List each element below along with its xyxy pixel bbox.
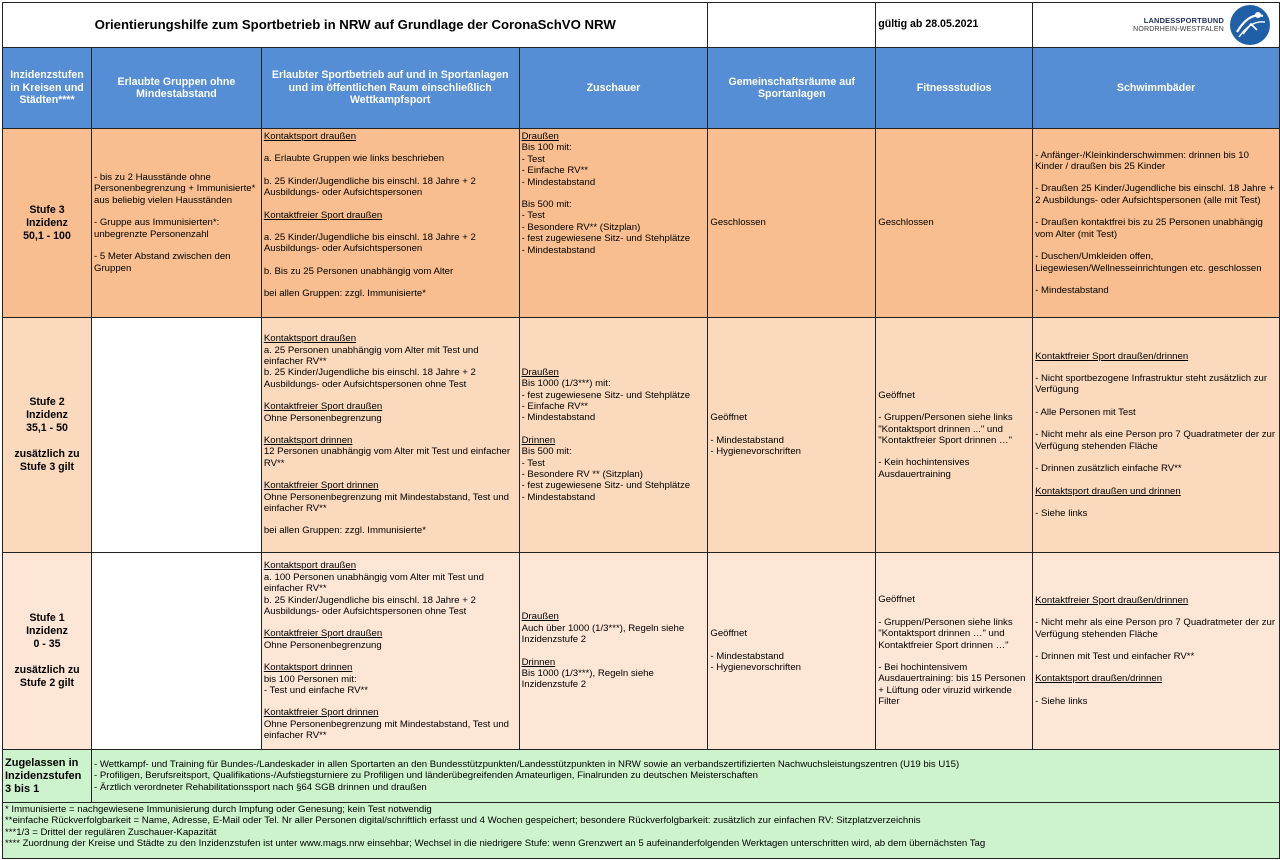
text-line: - Einfache RV** — [521, 400, 589, 412]
section-heading: Kontaktsport draußen/drinnen — [1035, 673, 1163, 685]
section-heading: Drinnen — [521, 434, 556, 446]
text-line: - Hygienevorschriften — [710, 662, 802, 674]
section-heading: Kontaktsport draußen — [263, 131, 357, 142]
spacer — [878, 446, 1030, 457]
section-heading: Kontaktsport drinnen — [263, 435, 353, 446]
zugelassen-items — [91, 750, 1279, 803]
groups-cell — [91, 553, 261, 750]
text-line: Bis 100 mit: — [521, 142, 572, 154]
page-title: Orientierungshilfe zum Sportbetrieb in NRW auf Grundlage der CoronaSchVO NRW — [3, 3, 708, 48]
col-header-schwimm: Schwimmbäder — [1033, 48, 1280, 129]
text-line: - bis zu 2 Hausstände ohne Personenbegrenzung + Immunisierte* aus beliebig vielen Hausständen — [93, 172, 256, 206]
text-line: - Draußen 25 Kinder/Jugendliche bis einschl. 18 Jahre + 2 Ausbildungs- oder Aufsichtspersonen (alle mit Test) — [1035, 183, 1275, 206]
text-line: - Bei hochintensivem Ausdauertraining: bis 15 Personen + Lüftung oder viruzid wirkende Filter — [878, 662, 1026, 708]
text-line: - Mindestabstand — [521, 176, 596, 188]
spacer — [264, 514, 517, 525]
row-stufe-3 — [3, 129, 1280, 318]
groups-cell — [91, 129, 261, 318]
section-heading: Draußen — [521, 131, 559, 142]
sport-cell — [261, 553, 519, 750]
text-line: Geöffnet — [710, 628, 747, 640]
text-line: - Gruppe aus Immunisierten*: unbegrenzte Personenzahl — [93, 217, 220, 240]
section-heading: Kontaktfreier Sport draußen/drinnen — [1035, 594, 1189, 606]
text-line: - Alle Personen mit Test — [1035, 406, 1136, 418]
text-line: Stufe 2 — [29, 396, 65, 408]
text-line: - Mindestabstand — [521, 244, 596, 256]
spacer — [522, 646, 706, 657]
stage-cell — [3, 318, 92, 553]
text-line: - Hygienevorschriften — [710, 446, 802, 458]
text-line: - Draußen kontaktfrei bis zu 25 Personen unabhängig vom Alter (mit Test) — [1035, 217, 1263, 240]
spacer — [710, 424, 873, 435]
text-line: - Mindestabstand — [521, 491, 596, 503]
footnotes — [3, 803, 1280, 859]
text-line: - Mindestabstand — [710, 650, 784, 662]
text-line: - Profiligen, Berufsreitsport, Qualifikations-/Aufstiegsturniere zu Profiligen und länderübegreifenden Amateurligen, Finalrunden zu deutschen Meisterschaften — [93, 770, 758, 782]
logo-line1: LANDESSPORTBUND — [1143, 15, 1224, 25]
text-line: Inzidenz — [26, 409, 68, 421]
text-line: - Wettkampf- und Training für Bundes-/Landeskader in allen Sportarten an den Bundesstützpunkten/Landesstützpunkten in NRW sowie an verbandszertifizierten Nachwuchsleistungszentren (U19 bis U15) — [93, 758, 960, 770]
footnote-row — [3, 803, 1280, 859]
text-line: - Kein hochintensives Ausdauertraining — [878, 457, 970, 480]
col-header-groups: Erlaubte Gruppen ohne Mindestabstand — [91, 48, 261, 129]
text-line: bei allen Gruppen: zzgl. Immunisierte* — [263, 288, 426, 300]
stage-cell — [3, 129, 92, 318]
logo-text — [1133, 17, 1224, 34]
section-heading: Kontaktsport draußen — [263, 333, 357, 345]
text-line: - Mindestabstand — [521, 412, 596, 424]
text-line: - Siehe links — [1035, 695, 1088, 707]
text-line: - Besondere RV** (Sitzplan) — [521, 221, 641, 233]
text-line: Ohne Personenbegrenzung — [263, 412, 382, 424]
text-line: Bis 1000 (1/3***), Regeln siehe Inzidenzstufe 2 — [521, 667, 654, 691]
text-line: Ohne Personenbegrenzung — [263, 639, 382, 651]
sport-rules-table — [2, 2, 1280, 859]
spacer — [1035, 418, 1277, 429]
title-spacer — [708, 3, 876, 48]
zugelassen-row — [3, 750, 1280, 803]
text-line: - Drinnen mit Test und einfacher RV** — [1035, 651, 1195, 662]
section-heading: Kontaktsport draußen und drinnen — [1035, 485, 1181, 497]
text-line: - Mindestabstand — [1035, 284, 1109, 296]
col-header-fitness: Fitnessstudios — [876, 48, 1033, 129]
spacer — [1035, 662, 1277, 673]
fitness-cell — [876, 318, 1033, 553]
section-heading: Draußen — [521, 366, 559, 378]
text-line: - Duschen/Umkleiden offen, Liegewiesen/Wellnesseinrichtungen etc. geschlossen — [1035, 251, 1262, 274]
text-line: - Test — [521, 210, 545, 222]
text-line: 35,1 - 50 — [26, 422, 68, 434]
spacer — [1035, 240, 1277, 251]
spacer — [878, 651, 1030, 662]
col-header-sport: Erlaubter Sportbetrieb auf und in Sportanlagen und im öffentlichen Raum einschließlich Wettkampfsport — [261, 48, 519, 129]
spacer — [264, 165, 517, 176]
text-line: - Test — [521, 457, 545, 469]
spacer — [710, 640, 873, 651]
spacer — [264, 424, 517, 435]
sport-cell — [261, 318, 519, 553]
section-heading: Kontaktfreier Sport drinnen — [263, 707, 379, 719]
spacer — [1035, 362, 1277, 373]
text-line: - Test und einfache RV** — [263, 685, 369, 697]
text-line: - fest zugewiesene Sitz- und Stehplätze — [521, 389, 691, 401]
schwimm-cell — [1033, 129, 1280, 318]
text-line: Inzidenz — [26, 216, 68, 229]
text-line: - Einfache RV** — [521, 165, 589, 177]
row-stufe-1 — [3, 553, 1280, 750]
spacer — [1035, 452, 1277, 463]
text-line: a. 25 Kinder/Jugendliche bis einschl. 18 Jahre + 2 Ausbildungs- oder Aufsichtspersonen — [263, 232, 476, 255]
text-line: **** Zuordnung der Kreise und Städte zu den Inzidenzstufen ist unter www.mags.nrw einsehbar; Wechsel in die niedrigere Stufe: wenn Grenzwert an 5 aufeinanderfolgenden Werktagen unterschritten wird, ab dem übernächsten Tag — [5, 838, 986, 850]
spacer — [264, 142, 517, 153]
gemeinschaft-cell — [708, 129, 876, 318]
zuschauer-cell — [519, 553, 708, 750]
section-heading: Kontaktfreier Sport drinnen — [263, 480, 379, 492]
text-line: ***1/3 = Drittel der regulären Zuschauer-Kapazität — [5, 826, 217, 838]
zugelassen-label: Zugelassen in Inzidenzstufen 3 bis 1 — [3, 750, 92, 803]
text-line: - Nicht sportbezogene Infrastruktur steht zusätzlich zur Verfügung — [1035, 373, 1268, 396]
spacer — [264, 651, 517, 662]
zuschauer-cell — [519, 318, 708, 553]
text-line: Stufe 3 — [29, 203, 65, 216]
section-heading: Kontaktfreier Sport draußen — [263, 209, 383, 221]
text-line: bei allen Gruppen: zzgl. Immunisierte* — [263, 525, 426, 537]
spacer — [1035, 206, 1277, 217]
text-line: Ohne Personenbegrenzung mit Mindestabstand, Test und einfacher RV** — [263, 491, 509, 515]
text-line: zusätzlich zu — [14, 448, 80, 460]
spacer — [264, 390, 517, 401]
title-row — [3, 3, 1280, 48]
text-line: Stufe 1 — [29, 612, 65, 624]
text-line: Stufe 2 gilt — [19, 677, 75, 689]
text-line: zusätzlich zu — [14, 664, 80, 676]
text-line: Geschlossen — [710, 217, 766, 229]
text-line: - Drinnen zusätzlich einfache RV** — [1035, 463, 1182, 475]
text-line: - Ärztlich verordneter Rehabilitationssport nach §64 SGB drinnen und draußen — [93, 781, 427, 793]
text-line — [5, 435, 89, 448]
section-heading: Kontaktsport drinnen — [263, 662, 353, 674]
fitness-cell — [876, 553, 1033, 750]
text-line: - Nicht mehr als eine Person pro 7 Quadratmeter der zur Verfügung stehenden Fläche — [1035, 429, 1276, 452]
text-line: 12 Personen unabhängig vom Alter mit Test und einfacher RV** — [263, 446, 511, 469]
stage-cell — [3, 553, 92, 750]
text-line: Bis 1000 (1/3***) mit: — [521, 378, 611, 390]
column-header-row — [3, 48, 1280, 129]
text-line: Stufe 3 gilt — [19, 461, 75, 473]
text-line: Auch über 1000 (1/3***), Regeln siehe Inzidenzstufe 2 — [521, 622, 685, 646]
spacer — [1035, 497, 1277, 508]
schwimm-cell — [1033, 553, 1280, 750]
spacer — [1035, 606, 1277, 617]
row-stufe-2 — [3, 318, 1280, 553]
text-line: b. Bis zu 25 Personen unabhängig vom Alter — [263, 265, 454, 277]
spacer — [264, 469, 517, 480]
spacer — [1035, 475, 1277, 486]
spacer — [1035, 685, 1277, 696]
text-line: * Immunisierte = nachgewiesene Immunisierung durch Impfung oder Genesung; kein Test notwendig — [5, 804, 432, 815]
logo-cell — [1033, 3, 1280, 48]
text-line: Geöffnet — [878, 389, 915, 401]
text-line: b. 25 Kinder/Jugendliche bis einschl. 18 Jahre + 2 Ausbildungs- oder Aufsichtspersonen ohne Test — [263, 367, 476, 390]
text-line: b. 25 Kinder/Jugendliche bis einschl. 18 Jahre + 2 Ausbildungs- oder Aufsichtspersonen ohne Test — [263, 594, 476, 617]
spacer — [264, 277, 517, 288]
text-line: - fest zugewiesene Sitz- und Stehplätze — [521, 233, 691, 245]
text-line: - Gruppen/Personen siehe links "Kontaktsport drinnen ..." und "Kontaktfreier Sport drinnen …" — [878, 412, 1013, 446]
spacer — [522, 424, 706, 435]
text-line: a. Erlaubte Gruppen wie links beschrieben — [263, 153, 445, 165]
spacer — [264, 199, 517, 210]
valid-date: gültig ab 28.05.2021 — [876, 3, 1033, 48]
text-line: - Nicht mehr als eine Person pro 7 Quadratmeter der zur Verfügung stehenden Fläche — [1035, 617, 1276, 640]
text-line: Inzidenz — [26, 625, 68, 637]
text-line: 0 - 35 — [33, 638, 61, 650]
spacer — [94, 206, 259, 217]
col-header-zuschauer: Zuschauer — [519, 48, 708, 129]
col-header-inzidenz: Inzidenzstufen in Kreisen und Städten**** — [3, 48, 92, 129]
gemeinschaft-cell — [708, 318, 876, 553]
spacer — [878, 606, 1030, 617]
text-line: bis 100 Personen mit: — [263, 673, 357, 685]
text-line: Geöffnet — [878, 594, 915, 606]
sport-cell — [261, 129, 519, 318]
text-line: a. 25 Personen unabhängig vom Alter mit Test und einfacher RV** — [263, 344, 479, 367]
col-header-gemeinschaft: Gemeinschaftsräume auf Sportanlagen — [708, 48, 876, 129]
groups-cell — [91, 318, 261, 553]
text-line: - Mindestabstand — [710, 434, 784, 446]
text-line: - Gruppen/Personen siehe links "Kontaktsport drinnen …" und Kontaktfreier Sport drinnen …" — [878, 616, 1013, 651]
logo — [1035, 4, 1277, 46]
text-line: Geöffnet — [710, 412, 747, 424]
text-line: **einfache Rückverfolgbarkeit = Name, Adresse, E-Mail oder Tel. Nr aller Personen digital/schriftlich erfasst und 4 Wochen gespeichert; besondere Rückverfolgbarkeit: zusätzlich zur einfachen RV: Sitzplatzverzeichnis — [5, 815, 921, 827]
section-heading: Kontaktsport draußen — [263, 560, 357, 572]
text-line: 50,1 - 100 — [23, 229, 71, 242]
schwimm-cell — [1033, 318, 1280, 553]
spacer — [1035, 640, 1277, 651]
spacer — [1035, 172, 1277, 183]
text-line: - fest zugewiesene Sitz- und Stehplätze — [521, 480, 691, 492]
fitness-cell — [876, 129, 1033, 318]
text-line: Bis 500 mit: — [521, 446, 572, 458]
spacer — [264, 617, 517, 628]
text-line: b. 25 Kinder/Jugendliche bis einschl. 18 Jahre + 2 Ausbildungs- oder Aufsichtspersonen — [263, 175, 476, 199]
section-heading: Kontaktfreier Sport draußen — [263, 401, 383, 413]
text-line — [5, 651, 89, 664]
text-line: - Besondere RV ** (Sitzplan) — [521, 469, 643, 481]
text-line: a. 100 Personen unabhängig vom Alter mit Test und einfacher RV** — [263, 571, 484, 595]
text-line: Ohne Personenbegrenzung mit Mindestabstand, Test und einfacher RV** — [263, 718, 509, 742]
spacer — [522, 188, 706, 199]
spacer — [264, 255, 517, 266]
spacer — [1035, 396, 1277, 407]
text-line: Geschlossen — [878, 217, 934, 229]
text-line: - 5 Meter Abstand zwischen den Gruppen — [93, 251, 231, 274]
zuschauer-cell — [519, 129, 708, 318]
text-line: - Anfänger-/Kleinkinderschwimmen: drinnen bis 10 Kinder / draußen bis 25 Kinder — [1035, 149, 1249, 173]
spacer — [94, 240, 259, 251]
section-heading: Drinnen — [521, 656, 556, 668]
spacer — [264, 696, 517, 707]
text-line: Bis 500 mit: — [521, 199, 572, 211]
text-line: - Siehe links — [1035, 507, 1088, 519]
spacer — [264, 221, 517, 232]
spacer — [878, 401, 1030, 412]
logo-line2: NORDRHEIN-WESTFALEN — [1133, 25, 1224, 33]
lsb-logo-icon — [1229, 4, 1271, 46]
section-heading: Kontaktfreier Sport draußen/drinnen — [1035, 350, 1189, 362]
section-heading: Draußen — [521, 611, 559, 623]
spacer — [1035, 274, 1277, 285]
gemeinschaft-cell — [708, 553, 876, 750]
text-line: - Test — [521, 153, 545, 165]
section-heading: Kontaktfreier Sport draußen — [263, 628, 383, 640]
